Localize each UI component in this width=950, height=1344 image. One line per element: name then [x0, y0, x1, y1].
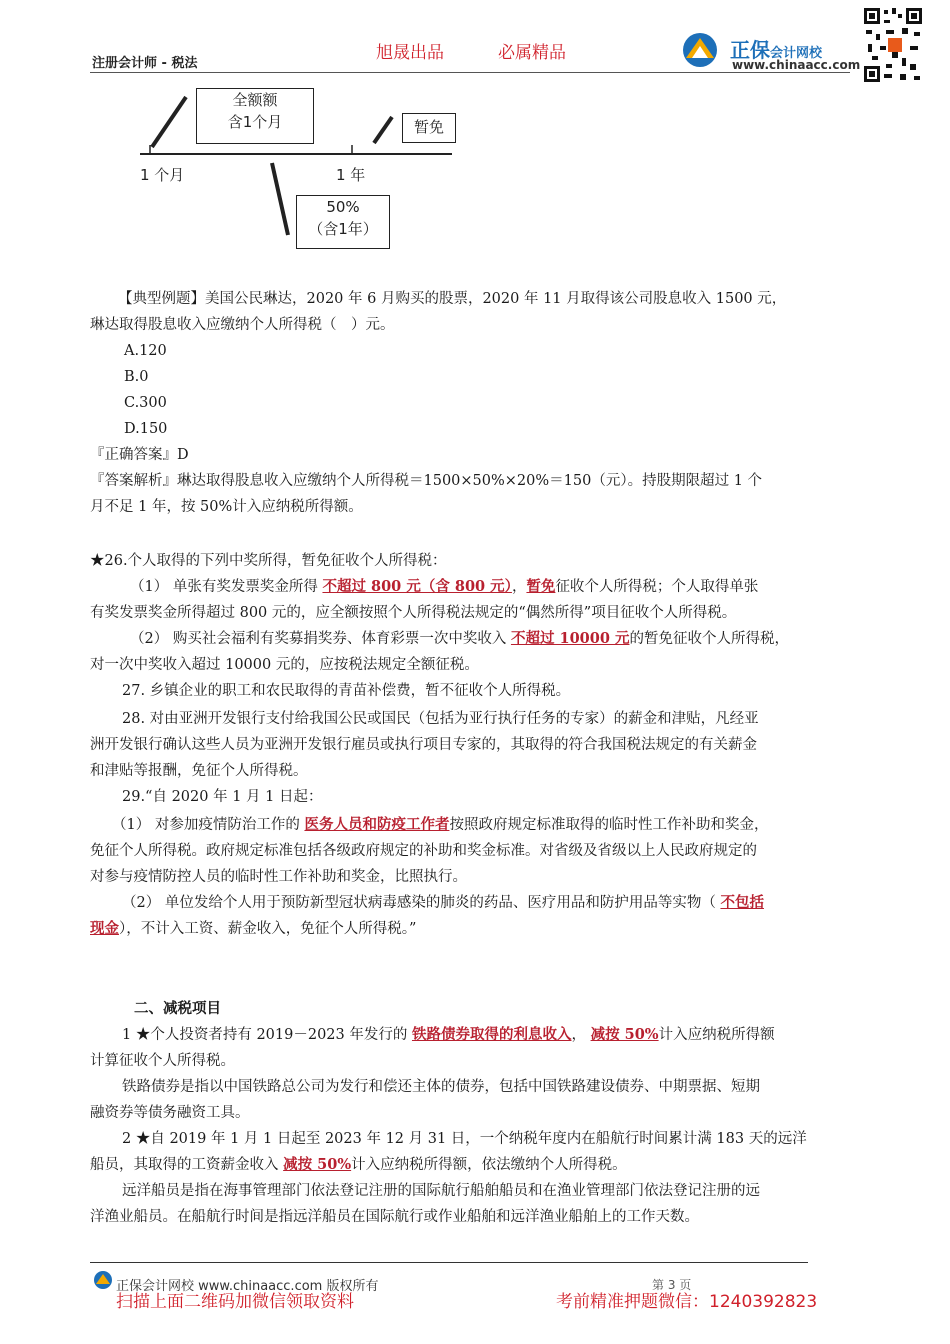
- seafarer-note-line2: 洋渔业船员。在船航行时间是指远洋船员在国际航行或作业船舶和远洋渔业船舶上的工作天数。: [90, 1209, 699, 1225]
- seafarer-note-line1: 远洋船员是指在海事管理部门依法登记注册的国际航行船舶船员和在渔业管理部门依法登记注册的远: [122, 1183, 760, 1199]
- course-title: 注册会计师 - 税法: [92, 56, 198, 71]
- item29-p1-line1: （1） 对参加疫情防治工作的 医务人员和防疫工作者按照政府规定标准取得的临时性工作补助和奖金，: [112, 816, 769, 833]
- option-a: A.120: [124, 343, 167, 359]
- item29-p1-line3: 对参与疫情防控人员的临时性工作补助和奖金，比照执行。: [90, 869, 467, 885]
- item29-p2-line1: （2） 单位发给个人用于预防新型冠状病毒感染的肺炎的药品、医疗用品和防护用品等实物（ 不包括: [122, 894, 764, 911]
- answer-analysis-line2: 月不足 1 年，按 50%计入应纳税所得额。: [90, 499, 363, 515]
- qr-code-icon: [862, 6, 924, 84]
- item26-title: ★26.个人取得的下列中奖所得，暂免征收个人所得税：: [90, 553, 447, 569]
- option-d: D.150: [124, 421, 168, 437]
- item26-p2-line2: 对一次中奖收入超过 10000 元的，应按税法规定全额征税。: [90, 657, 479, 673]
- item27: 27. 乡镇企业的职工和农民取得的青苗补偿费，暂不征收个人所得税。: [122, 683, 571, 699]
- item29-p1-line2: 免征个人所得税。政府规定标准包括各级政府规定的补助和奖金标准。对省级及省级以上人民政府规定的: [90, 843, 757, 859]
- railway-bond-note-line2: 融资券等债务融资工具。: [90, 1105, 250, 1121]
- label-one-month: 1 个月: [140, 166, 185, 184]
- reduction-item1-line1: 1 ★个人投资者持有 2019－2023 年发行的 铁路债券取得的利息收入， 减按 50%计入应纳税所得额: [122, 1026, 775, 1043]
- full-amount-box: 全额额 含1个月: [196, 88, 314, 144]
- reduction-item1-line2: 计算征收个人所得税。: [90, 1053, 235, 1069]
- railway-bond-note-line1: 铁路债券是指以中国铁路总公司为发行和偿还主体的债券，包括中国铁路建设债券、中期票据、短期: [122, 1079, 760, 1095]
- option-c: C.300: [124, 395, 167, 411]
- exempt-box: 暂免: [402, 113, 456, 143]
- item28-line1: 28. 对由亚洲开发银行支付给我国公民或国民（包括为亚行执行任务的专家）的薪金和津贴，凡经亚: [122, 711, 759, 727]
- promo-wechat-text: 考前精准押题微信：1240392823: [556, 1292, 818, 1312]
- answer-analysis-line1: 『答案解析』琳达取得股息收入应缴纳个人所得税＝1500×50%×20%＝150（元）。持股期限超过 1 个: [90, 473, 763, 489]
- promo-qr-text: 扫描上面二维码加微信领取资料: [116, 1292, 354, 1312]
- half-amount-box: 50% （含1年）: [296, 195, 390, 249]
- footer-copyright: 正保会计网校 www.chinaacc.com 版权所有: [116, 1279, 379, 1294]
- reduction-item2-line2: 船员，其取得的工资薪金收入 减按 50%计入应纳税所得额，依法缴纳个人所得税。: [90, 1156, 627, 1173]
- page-number: 第 3 页: [652, 1278, 692, 1292]
- item28-line3: 和津贴等报酬，免征个人所得税。: [90, 763, 308, 779]
- item28-line2: 洲开发银行确认这些人员为亚洲开发银行雇员或执行项目专家的，其取得的符合我国税法规定的有关薪金: [90, 737, 757, 753]
- header-divider: [90, 72, 850, 73]
- item26-p1-line1: （1） 单张有奖发票奖金所得 不超过 800 元（含 800 元），暂免征收个人所得税；个人取得单张: [130, 578, 759, 595]
- example-question-line2: 琳达取得股息收入应缴纳个人所得税（ ）元。: [90, 317, 395, 333]
- item29-title: 29.“自 2020 年 1 月 1 日起：: [122, 789, 323, 805]
- correct-answer: 『正确答案』D: [90, 447, 189, 463]
- section-heading-tax-reduction: 二、减税项目: [134, 1000, 221, 1017]
- logo-url: www.chinaacc.com: [732, 58, 861, 72]
- slogan-right: 必属精品: [498, 43, 566, 63]
- logo-name: 正保会计网校: [730, 38, 823, 62]
- footer-divider: [90, 1262, 808, 1263]
- footer-logo-icon: [92, 1270, 114, 1290]
- reduction-item2-line1: 2 ★自 2019 年 1 月 1 日起至 2023 年 12 月 31 日，一个纳税年度内在船航行时间累计满 183 天的远洋: [122, 1131, 807, 1147]
- chinaacc-logo-icon: [678, 30, 726, 70]
- item26-p1-line2: 有奖发票奖金所得超过 800 元的，应全额按照个人所得税法规定的“偶然所得”项目征收个人所得税。: [90, 605, 737, 621]
- item26-p2-line1: （2） 购买社会福利有奖募捐奖券、体育彩票一次中奖收入 不超过 10000 元的暂免征收个人所得税，: [130, 630, 789, 647]
- example-question-line1: 【典型例题】美国公民琳达，2020 年 6 月购买的股票，2020 年 11 月取得该公司股息收入 1500 元，: [118, 291, 787, 307]
- slogan-left: 旭晟出品: [376, 43, 444, 63]
- item29-p2-line2: 现金），不计入工资、薪金收入，免征个人所得税。”: [90, 920, 417, 937]
- option-b: B.0: [124, 369, 149, 385]
- label-one-year: 1 年: [336, 166, 366, 184]
